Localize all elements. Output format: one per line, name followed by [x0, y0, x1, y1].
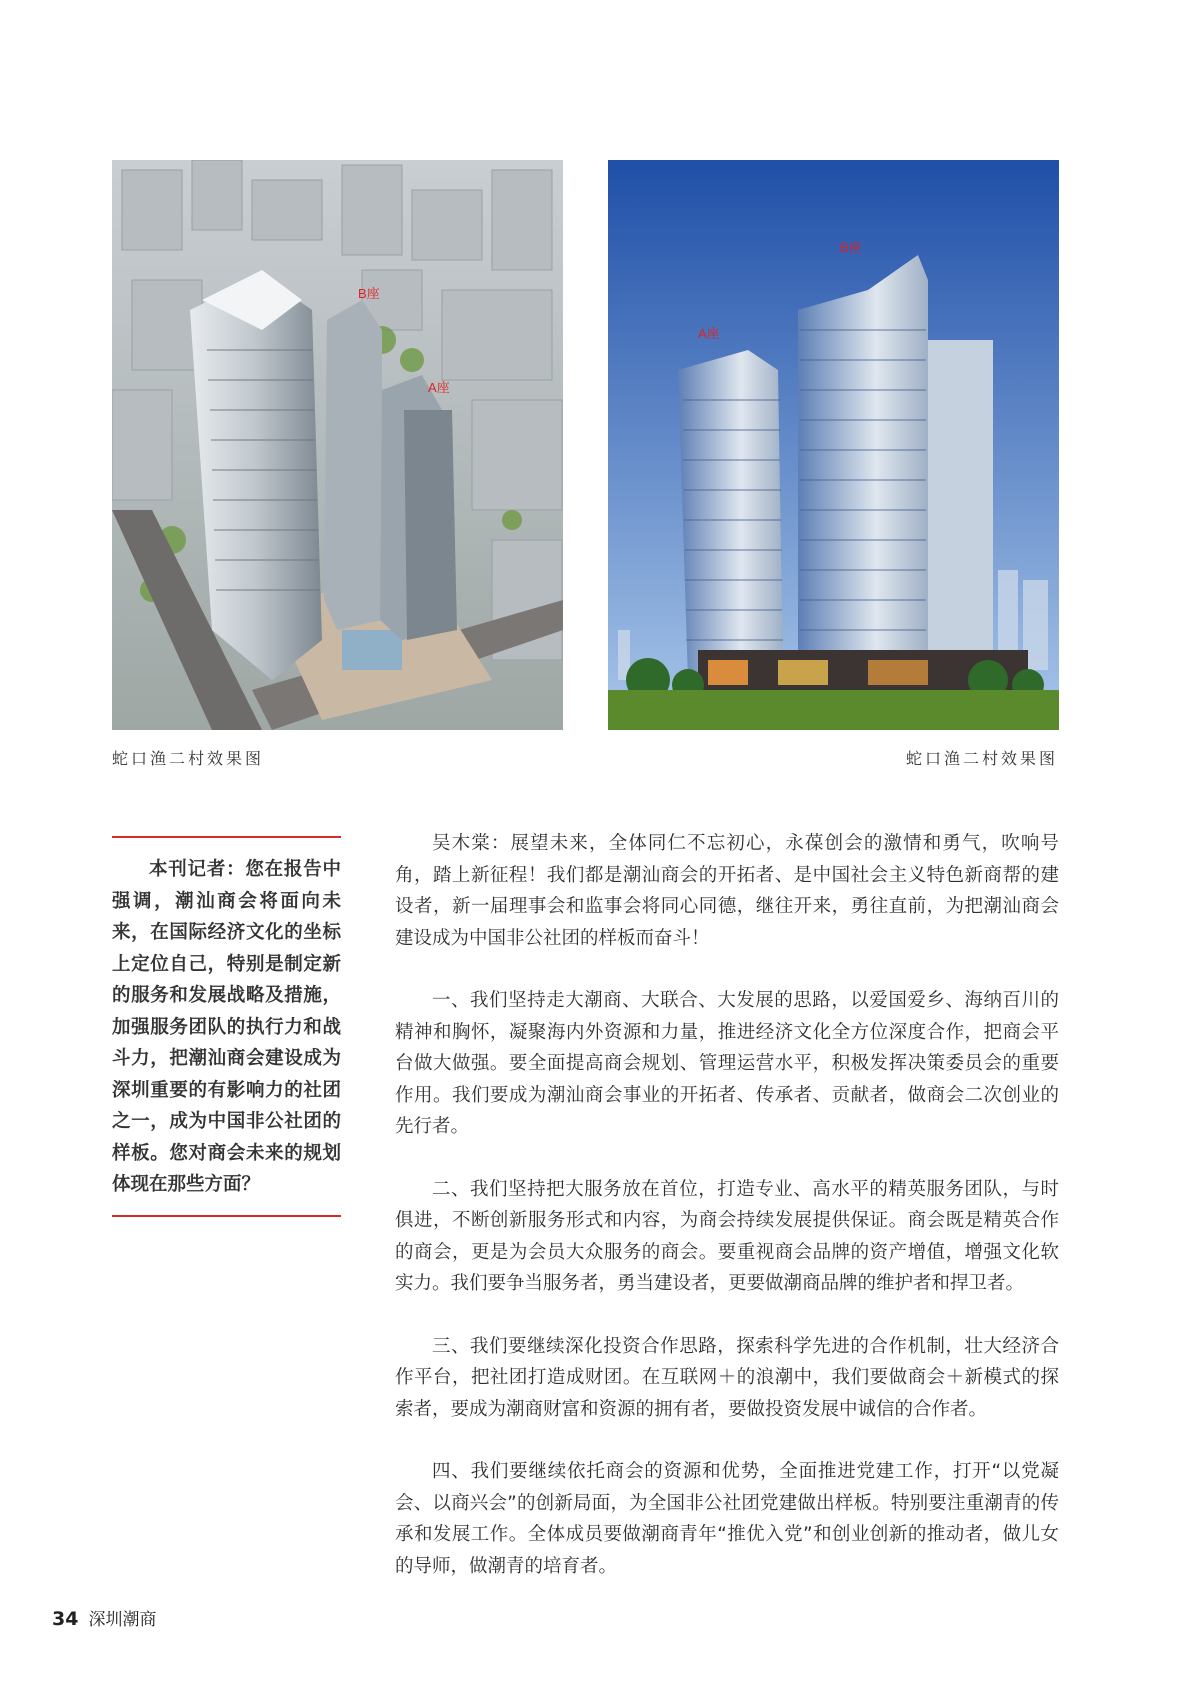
paragraph: 三、我们要继续深化投资合作思路，探索科学先进的合作机制，壮大经济合作平台，把社团打造成财团。在互联网＋的浪潮中，我们要做商会＋新模式的探索者，要成为潮商财富和资源的拥有者，要做投资发展中诚信的合作者。: [395, 1335, 1059, 1420]
interview-question-box: [112, 836, 341, 1217]
figure-caption-right: 蛇口渔二村效果图: [905, 749, 1058, 768]
tower-b-label: B座: [358, 286, 380, 301]
publication-name: 深圳潮商: [88, 1610, 157, 1630]
figure-caption-left: 蛇口渔二村效果图: [112, 749, 265, 768]
paragraph: 二、我们坚持把大服务放在首位，打造专业、高水平的精英服务团队，与时俱进，不断创新服务形式和内容，为商会持续发展提供保证。商会既是精英合作的商会，更是为会员大众服务的商会。要重视商会品牌的资产增值，增强文化软实力。我们要争当服务者，勇当建设者，更要做潮商品牌的维护者和捍卫者。: [395, 1178, 1059, 1294]
paragraph: 四、我们要继续依托商会的资源和优势，全面推进党建工作，打开“以党凝会、以商兴会”的创新局面，为全国非公社团党建做出样板。特别要注重潮青的传承和发展工作。全体成员要做潮商青年“推优入党”和创业创新的推动者，做儿女的导师，做潮青的培育者。: [395, 1461, 1059, 1577]
tower-a-label: A座: [698, 326, 720, 341]
paragraph: 一、我们坚持走大潮商、大联合、大发展的思路，以爱国爱乡、海纳百川的精神和胸怀，凝聚海内外资源和力量，推进经济文化全方位深度合作，把商会平台做大做强。要全面提高商会规划、管理运营水平，积极发挥决策委员会的重要作用。我们要成为潮汕商会事业的开拓者、传承者、贡献者，做商会二次创业的先行者。: [395, 990, 1059, 1137]
interview-question: 本刊记者：您在报告中强调，潮汕商会将面向未来，在国际经济文化的坐标上定位自己，特别是制定新的服务和发展战略及措施，加强服务团队的执行力和战斗力，把潮汕商会建设成为深圳重要的有影响力的社团之一，成为中国非公社团的样板。您对商会未来的规划体现在那些方面？: [112, 859, 341, 1195]
paragraph: 吴木棠：展望未来，全体同仁不忘初心，永葆创会的激情和勇气，吹响号角，踏上新征程！我们都是潮汕商会的开拓者、是中国社会主义特色新商帮的建设者，新一届理事会和监事会将同心同德，继往开来，勇往直前，为把潮汕商会建设成为中国非公社团的样板而奋斗！: [395, 833, 1059, 949]
page-footer: [52, 1605, 156, 1630]
article-body: [395, 828, 1059, 1613]
aerial-rendering-image: [112, 160, 563, 730]
street-rendering-image: [608, 160, 1059, 730]
tower-a-label: A座: [428, 380, 450, 395]
page-number: 34: [52, 1608, 79, 1630]
tower-b-label: B座: [840, 240, 862, 255]
